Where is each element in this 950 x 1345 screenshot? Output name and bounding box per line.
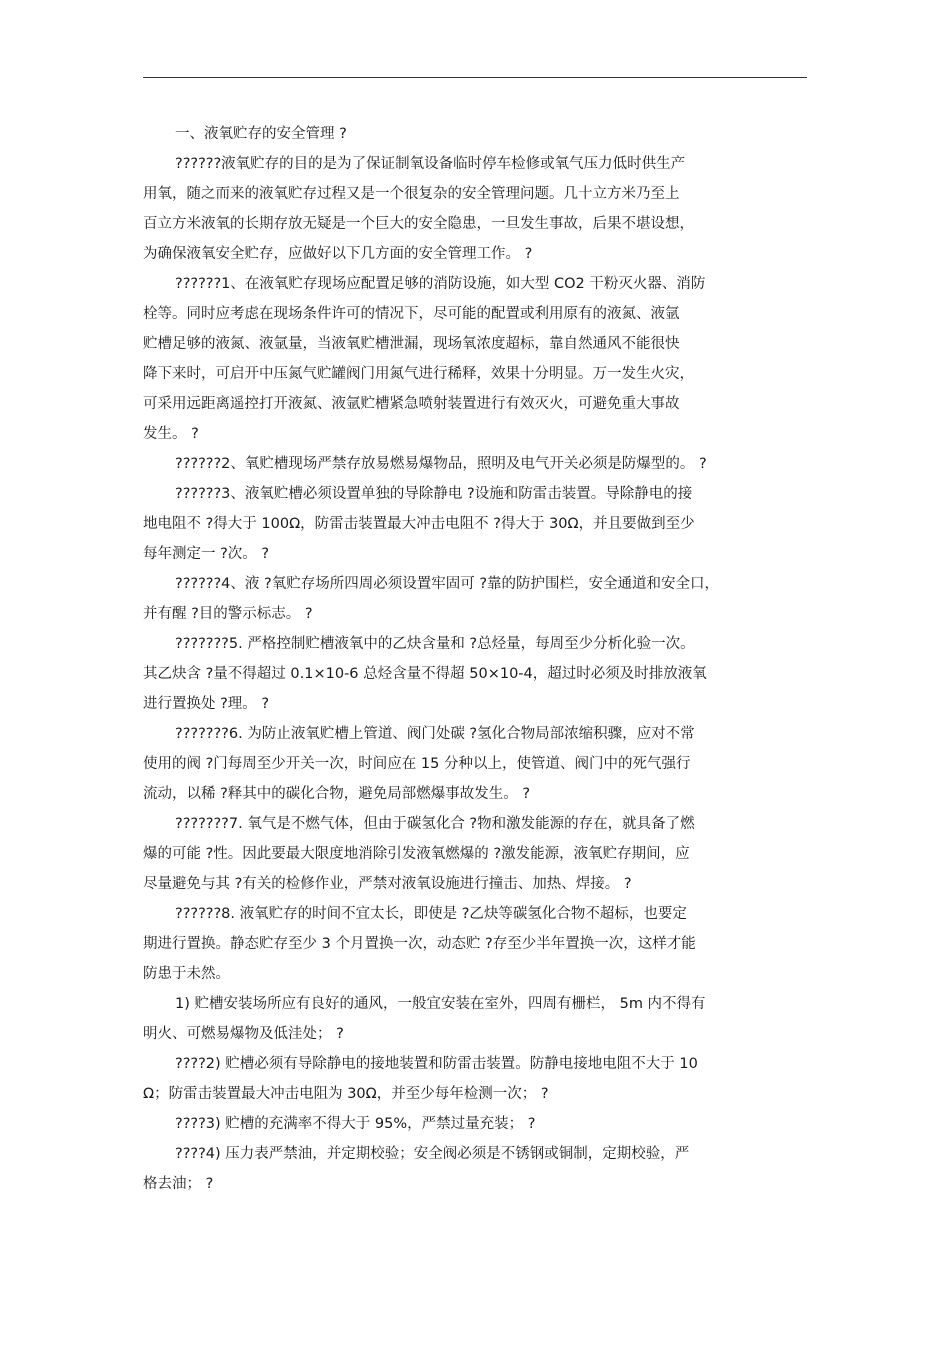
list-item-line: Ω；防雷击装置最大冲击电阻为 30Ω，并至少每年检测一次； ? — [143, 1086, 549, 1102]
list-item-line: 格去油； ? — [143, 1176, 214, 1192]
list-item-line: ????4) 压力表严禁油，并定期校验；安全阀必须是不锈钢或铜制，定期校验，严 — [175, 1146, 690, 1162]
paragraph-line: 进行置换处 ?理。 ? — [143, 696, 270, 712]
paragraph-line: ???????6. 为防止液氧贮槽上管道、阀门处碳 ?氢化合物局部浓缩积骤，应对不常 — [175, 726, 695, 742]
paragraph-line: ???????5. 严格控制贮槽液氧中的乙炔含量和 ?总烃量，每周至少分析化验一次。 — [175, 636, 695, 652]
list-item-line: 明火、可燃易爆物及低洼处； ? — [143, 1026, 344, 1042]
paragraph-line: 可采用远距离遥控打开液氮、液氩贮槽紧急喷射装置进行有效灭火，可避免重大事故 — [143, 396, 680, 412]
paragraph-line: 贮槽足够的液氮、液氩量，当液氧贮槽泄漏，现场氧浓度超标，靠自然通风不能很快 — [143, 336, 680, 352]
paragraph-line: 期进行置换。静态贮存至少 3 个月置换一次，动态贮 ?存至少半年置换一次，这样才能 — [143, 936, 696, 952]
paragraph-line: ??????液氧贮存的目的是为了保证制氧设备临时停车检修或氧气压力低时供生产 — [175, 156, 686, 172]
paragraph-line: 爆的可能 ?性。因此要最大限度地消除引发液氧燃爆的 ?激发能源，液氧贮存期间，应 — [143, 846, 690, 862]
paragraph-line: 栓等。同时应考虑在现场条件许可的情况下，尽可能的配置或利用原有的液氮、液氩 — [143, 306, 680, 322]
list-item-line: 1) 贮槽安装场所应有良好的通风，一般宜安装在室外，四周有栅栏， 5m 内不得有 — [175, 996, 706, 1012]
list-item-line: ????2) 贮槽必须有导除静电的接地装置和防雷击装置。防静电接地电阻不大于 10 — [175, 1056, 698, 1072]
paragraph-line: ??????3、液氧贮槽必须设置单独的导除静电 ?设施和防雷击装置。导除静电的接 — [175, 486, 693, 502]
paragraph-line: 地电阻不 ?得大于 100Ω，防雷击装置最大冲击电阻不 ?得大于 30Ω，并且要做到至少 — [143, 516, 695, 532]
paragraph-line: 并有醒 ?目的警示标志。 ? — [143, 606, 313, 622]
paragraph-line: 尽量避免与其 ?有关的检修作业，严禁对液氧设施进行撞击、加热、焊接。 ? — [143, 876, 632, 892]
paragraph-line: 使用的阀 ?门每周至少开关一次，时间应在 15 分种以上，使管道、阀门中的死气强行 — [143, 756, 691, 772]
paragraph-line: 用氧，随之而来的液氧贮存过程又是一个很复杂的安全管理问题。几十立方米乃至上 — [143, 186, 680, 202]
paragraph-line: ??????2、氧贮槽现场严禁存放易燃易爆物品，照明及电气开关必须是防爆型的。 ? — [175, 456, 707, 472]
paragraph-line: 其乙炔含 ?量不得超过 0.1×10-6 总烃含量不得超 50×10-4，超过时必须及时排放液氧 — [143, 666, 707, 682]
paragraph-line: ???????7. 氧气是不燃气体，但由于碳氢化合 ?物和激发能源的存在，就具备了燃 — [175, 816, 695, 832]
paragraph-line: 降下来时，可启开中压氮气贮罐阀门用氮气进行稀释，效果十分明显。万一发生火灾， — [143, 366, 694, 382]
paragraph-line: ??????4、液 ?氧贮存场所四周必须设置牢固可 ?靠的防护围栏，安全通道和安全口， — [175, 576, 720, 592]
paragraph-line: 发生。 ? — [143, 426, 199, 442]
paragraph-line: 为确保液氧安全贮存，应做好以下几方面的安全管理工作。 ? — [143, 246, 533, 262]
paragraph-line: ??????8. 液氧贮存的时间不宜太长，即使是 ?乙炔等碳氢化合物不超标，也要定 — [175, 906, 687, 922]
paragraph-line: 百立方米液氧的长期存放无疑是一个巨大的安全隐患，一旦发生事故，后果不堪设想， — [143, 216, 694, 232]
paragraph-line: 防患于未然。 — [143, 966, 230, 982]
paragraph-line: ??????1、在液氧贮存现场应配置足够的消防设施，如大型 CO2 干粉灭火器、消防 — [175, 276, 706, 292]
section-heading: 一、液氧贮存的安全管理 ? — [175, 126, 347, 142]
paragraph-line: 流动，以稀 ?释其中的碳化合物，避免局部燃爆事故发生。 ? — [143, 786, 531, 802]
paragraph-line: 每年测定一 ?次。 ? — [143, 546, 270, 562]
list-item-line: ????3) 贮槽的充满率不得大于 95%，严禁过量充装； ? — [175, 1116, 536, 1132]
